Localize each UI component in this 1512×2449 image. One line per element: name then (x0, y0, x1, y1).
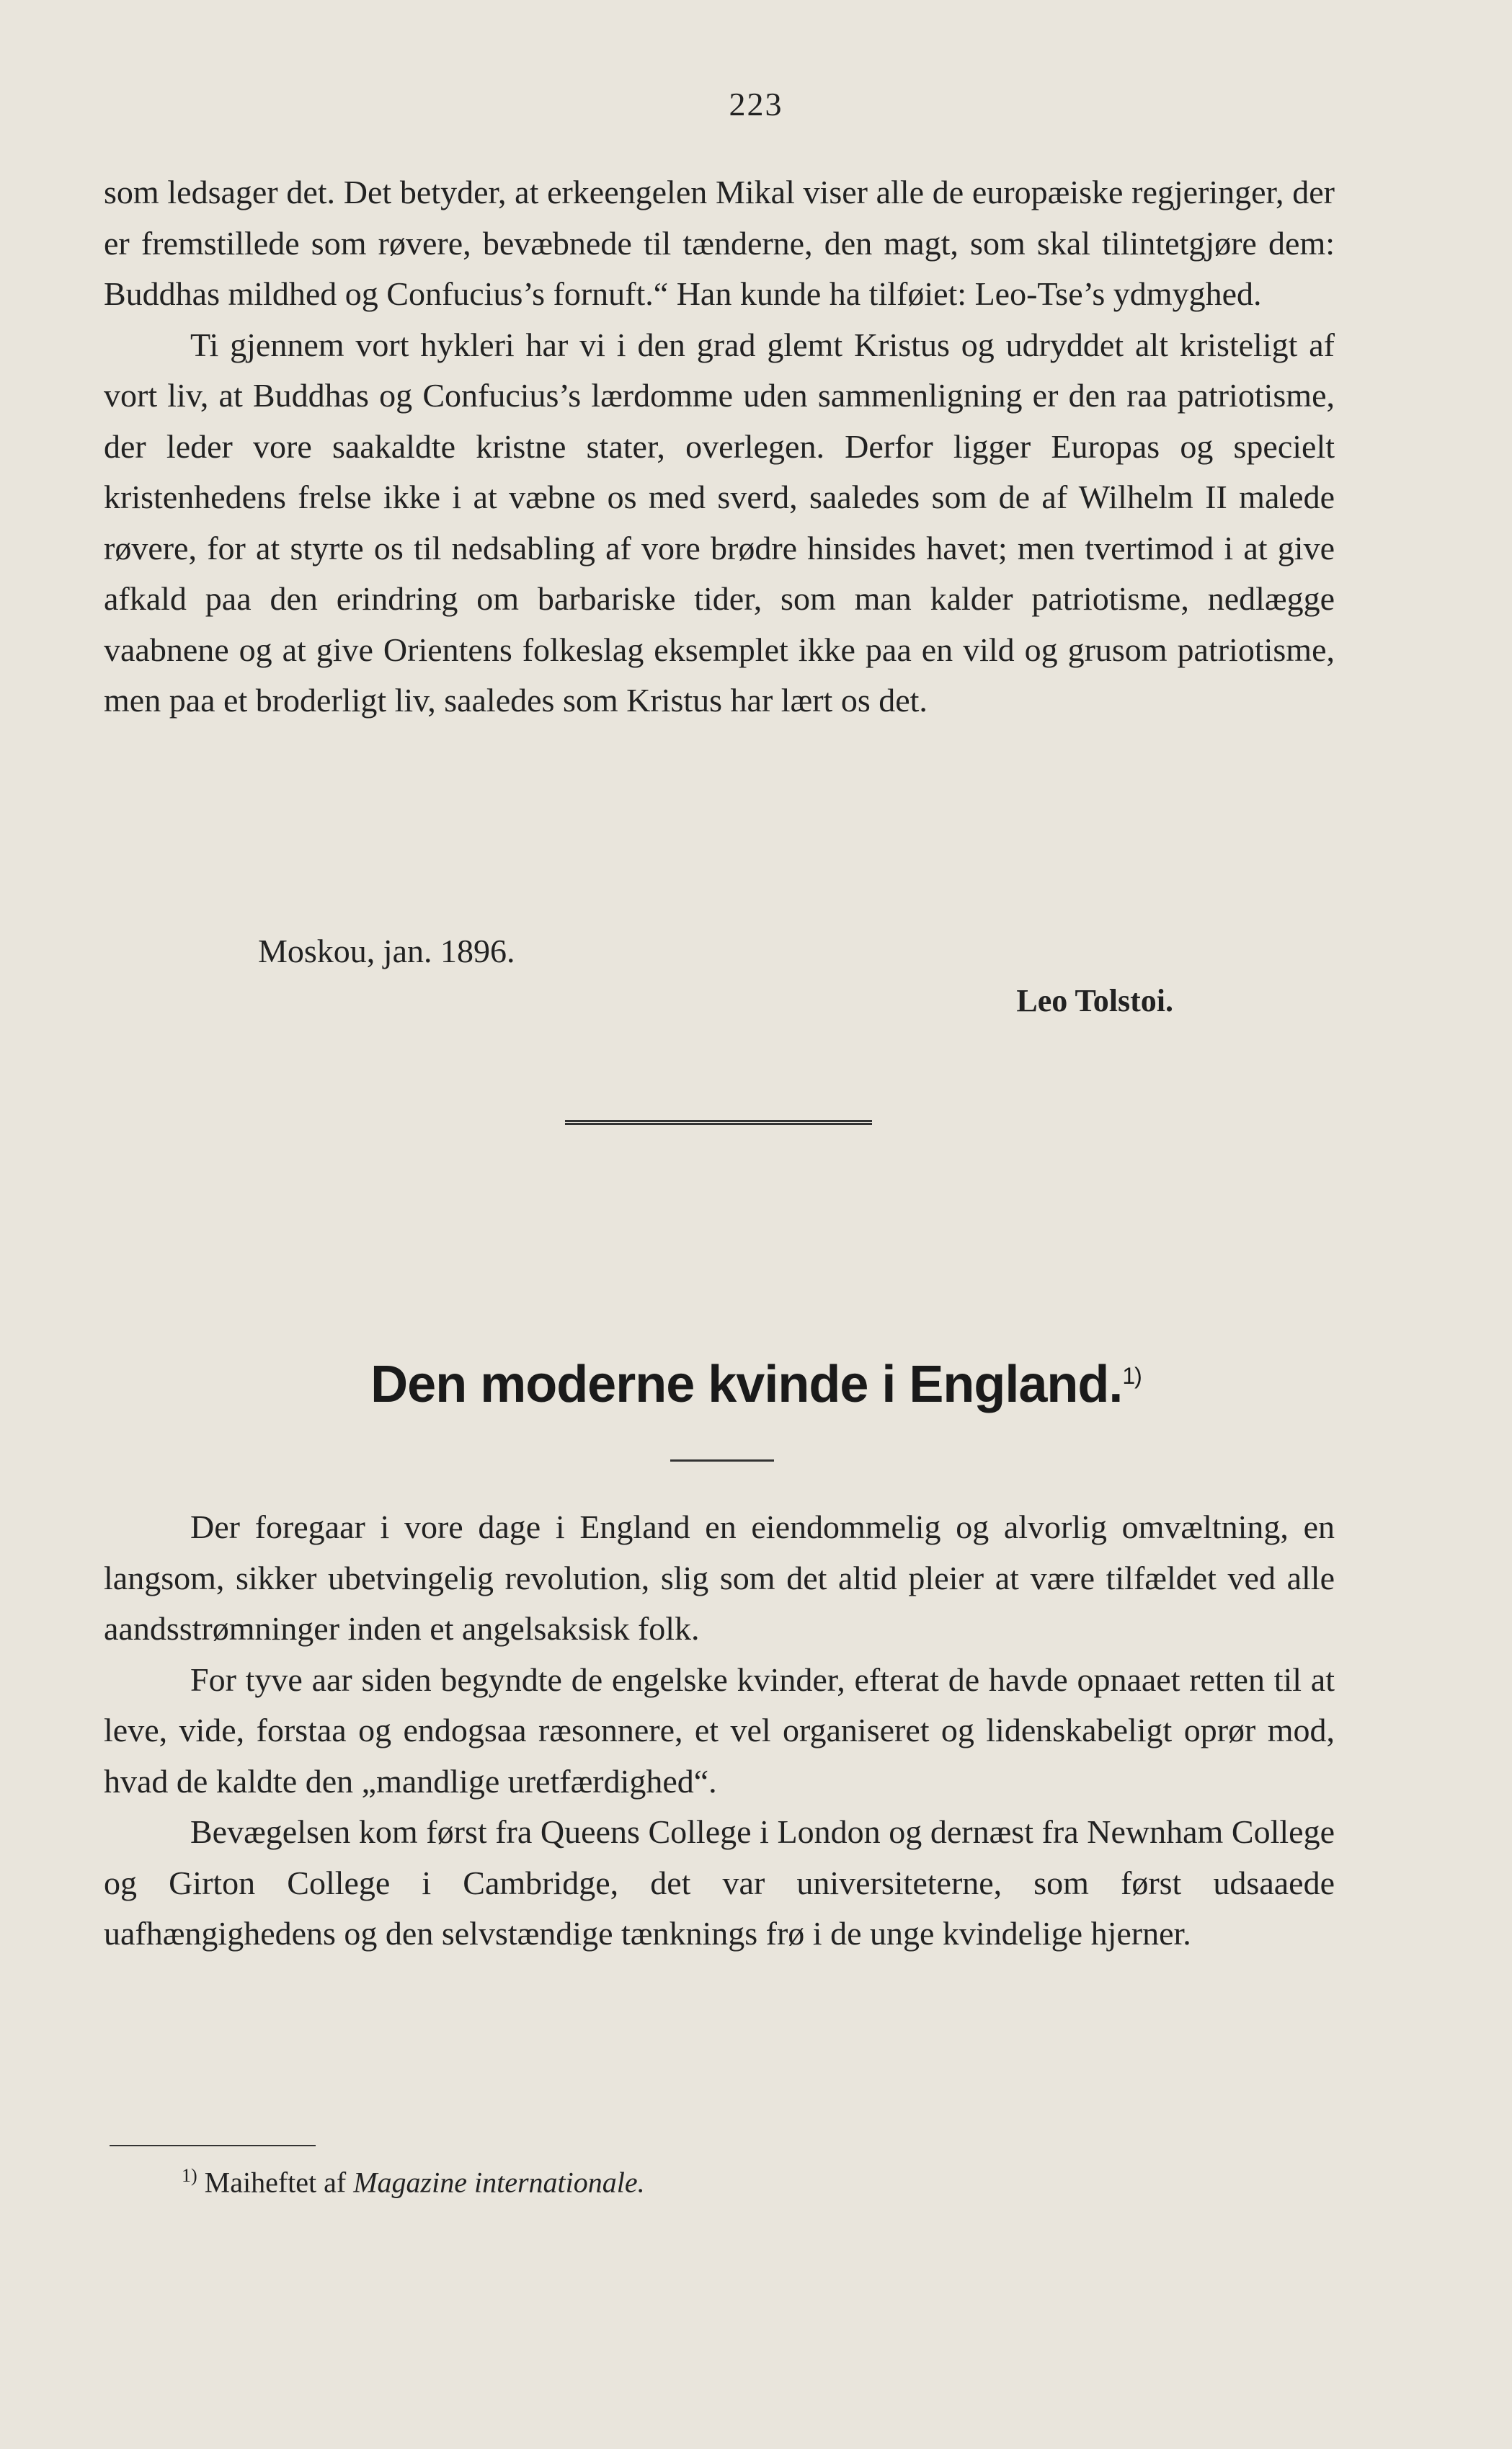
footnote-marker: 1) (182, 2165, 197, 2186)
paragraph: Bevægelsen kom først fra Queens College i London og dernæst fra Newnham College og Girton College i Cambridge, det var universiteterne, som først udsaaede uafhængighedens og den selvstændige tænknings frø i de unge kvindelige hjerner. (104, 1813, 1335, 1952)
title-rule (670, 1459, 774, 1462)
section-divider (565, 1120, 872, 1125)
tolstoi-text-section (104, 167, 1335, 726)
signature: Leo Tolstoi. (1016, 983, 1173, 1018)
page-number: 223 (729, 86, 783, 123)
footnote-source: Magazine internationale. (353, 2166, 645, 2199)
footnote-rule (110, 2145, 316, 2146)
paragraph: Ti gjennem vort hykleri har vi i den grad glemt Kristus og udryddet alt kristeligt af vort liv, at Buddhas og Confucius’s lærdomme uden sammenligning er den raa patriotisme, der leder vore saakaldte kristne stater, overlegen. Derfor ligger Europas og specielt kristenhedens frelse ikke i at væbne os med sverd, saaledes som de af Wilhelm II malede røvere, for at styrte os til nedsabling af vore brødre hinsides havet; men tvertimod i at give afkald paa den erindring om barbariske tider, som man kalder patriotisme, nedlægge vaabnene og at give Orientens folkeslag eksemplet ikke paa en vild og grusom patriotisme, men paa et broderligt liv, saaledes som Kristus har lært os det. (104, 326, 1335, 719)
footnote-text: Maiheftet af (204, 2166, 347, 2199)
dateline: Moskou, jan. 1896. (258, 933, 515, 969)
article-title (0, 1355, 1512, 1414)
footnote-reference: 1) (1122, 1363, 1142, 1389)
article-title-text: Den moderne kvinde i England. (370, 1356, 1123, 1413)
paragraph: som ledsager det. Det betyder, at erkeengelen Mikal viser alle de europæiske regjeringer, der er fremstillede som røvere, bevæbnede til tænderne, den magt, som skal tilintetgjøre dem: Buddhas mildhed og Confucius’s fornuft.“ Han kunde ha tilføiet: Leo-Tse’s ydmyghed. (104, 174, 1335, 312)
article-body (104, 1502, 1335, 1960)
paragraph: Der foregaar i vore dage i England en eiendommelig og alvorlig omvæltning, en langsom, sikker ubetvingelig revolution, slig som det altid pleier at være tilfældet ved alle aandsstrømninger inden et angelsaksisk folk. (104, 1508, 1335, 1647)
paragraph: For tyve aar siden begyndte de engelske kvinder, efterat de havde opnaaet retten til at leve, vide, forstaa og endogsaa ræsonnere, et vel organiseret og lidenskabeligt oprør mod, hvad de kaldte den „mandlige uretfærdighed“. (104, 1661, 1335, 1800)
footnote (182, 2165, 645, 2199)
